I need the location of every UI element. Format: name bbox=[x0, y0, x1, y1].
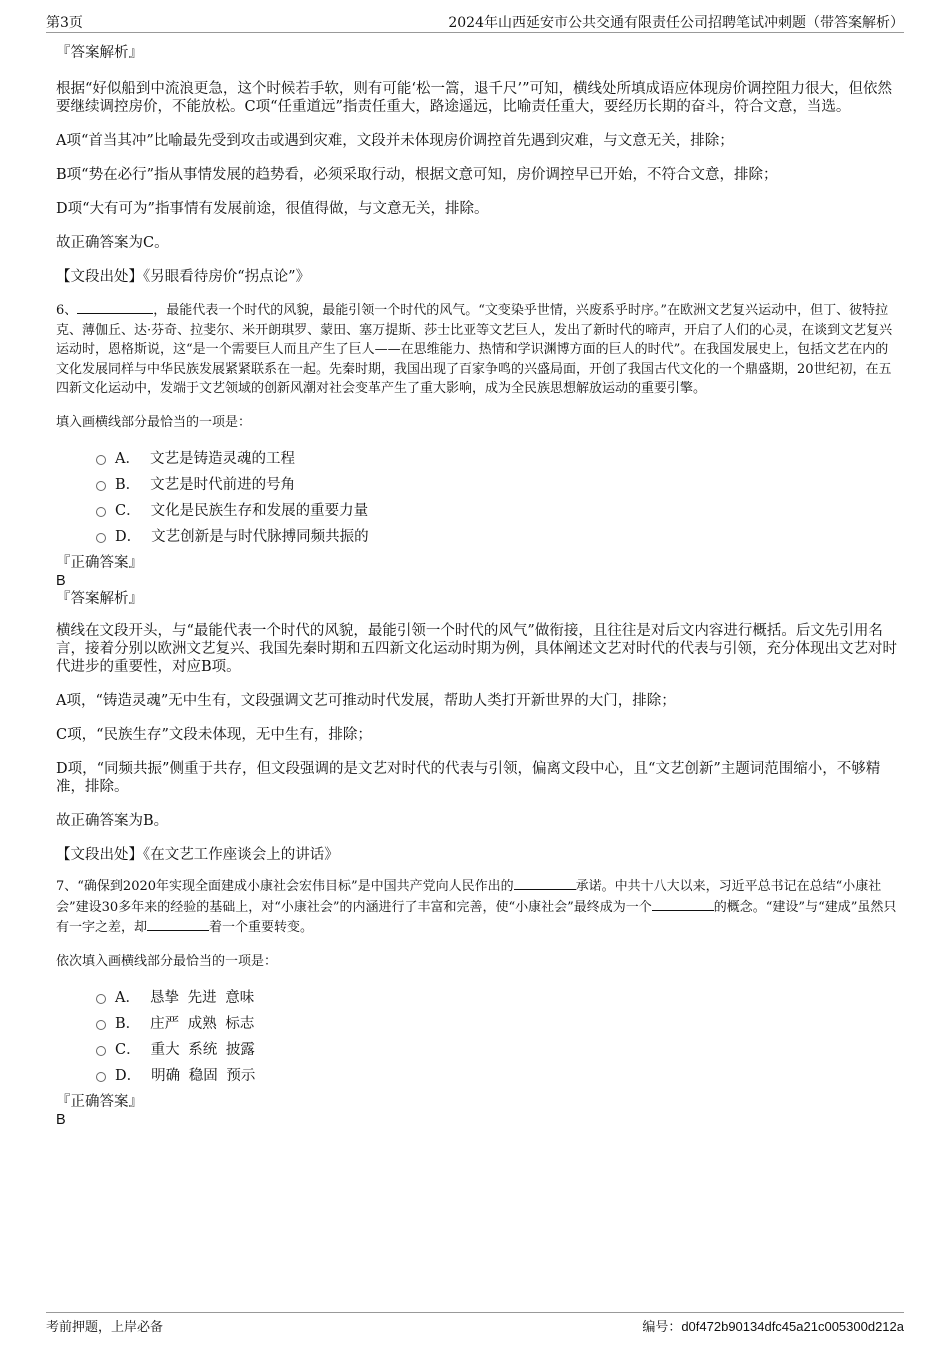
question-stem: 7、“确保到2020年实现全面建成小康社会宏伟目标”是中国共产党向人民作出的 承诺。中共十八大以来，习近平总书记在总结“小康社会”建设30多年来的经验的基础上，对“小康社会”的内涵进行了丰富和完善，使“小康社会”最终成为一个 的概念。“建设”与“建成”虽然只有一字之差，却 着一个重要转变。 bbox=[56, 876, 900, 938]
radio-icon[interactable] bbox=[96, 533, 106, 543]
option-a[interactable]: A． 文艺是铸造灵魂的工程 bbox=[96, 444, 900, 470]
analysis-heading: 『答案解析』 bbox=[56, 591, 143, 607]
question-prompt: 依次填入画横线部分最恰当的一项是： bbox=[56, 953, 278, 969]
question-prompt: 填入画横线部分最恰当的一项是： bbox=[56, 414, 252, 430]
question-text: ，最能代表一个时代的风貌，最能引领一个时代的风气。“文变染乎世情，兴废系乎时序。”在欧洲文艺复兴运动中，但丁、彼特拉克、薄伽丘、达·芬奇、拉斐尔、米开朗琪罗、蒙田、塞万提斯、莎士比亚等文艺巨人，发出了新时代的啼声，开启了人们的心灵，在谈到文艺复兴运动时，恩格斯说，这“是一个需要巨人而且产生了巨人——在思维能力、热情和学识渊博方面的巨人的时代”。在我国发展史上，包括文艺在内的文化发展同样与中华民族发展紧紧联系在一起。先秦时期，我国出现了百家争鸣的兴盛局面，开创了我国古代文化的一个鼎盛期，20世纪初，在五四新文化运动中，发端于文艺领域的创新风潮对社会变革产生了重大影响，成为全民族思想解放运动的重要引擎。 bbox=[56, 303, 893, 396]
option-c[interactable]: C． 文化是民族生存和发展的重要力量 bbox=[96, 496, 900, 522]
correct-answer: B bbox=[56, 1112, 66, 1128]
answer-blank bbox=[514, 876, 576, 890]
radio-icon[interactable] bbox=[96, 1046, 106, 1056]
answer-blank bbox=[147, 917, 209, 931]
page-content bbox=[56, 44, 900, 1129]
question-number: 6、 bbox=[56, 303, 78, 318]
option-d[interactable]: D． 文艺创新是与时代脉搏同频共振的 bbox=[96, 522, 900, 548]
analysis-option-a: A项“首当其冲”比喻最先受到攻击或遇到灾难，文段并未体现房价调控首先遇到灾难，与文意无关，排除； bbox=[56, 133, 734, 149]
analysis-option-c: C项，“民族生存”文段未体现，无中生有，排除； bbox=[56, 727, 372, 743]
option-b[interactable]: B． 文艺是时代前进的号角 bbox=[96, 470, 900, 496]
analysis-option-d: D项“大有可为”指事情有发展前途，很值得做，与文意无关，排除。 bbox=[56, 201, 489, 217]
radio-icon[interactable] bbox=[96, 994, 106, 1004]
option-c[interactable]: C． 重大 系统 披露 bbox=[96, 1035, 900, 1061]
analysis-option-b: B项“势在必行”指从事情发展的趋势看，必须采取行动，根据文意可知，房价调控早已开始，不符合文意，排除； bbox=[56, 167, 778, 183]
correct-answer-heading: 『正确答案』 bbox=[56, 555, 143, 571]
radio-icon[interactable] bbox=[96, 1072, 106, 1082]
radio-icon[interactable] bbox=[96, 455, 106, 465]
radio-icon[interactable] bbox=[96, 1020, 106, 1030]
option-d[interactable]: D． 明确 稳固 预示 bbox=[96, 1061, 900, 1087]
source-citation: 【文段出处】《另眼看待房价“拐点论”》 bbox=[56, 269, 311, 285]
option-a[interactable]: A． 恳挚 先进 意味 bbox=[96, 983, 900, 1009]
source-citation: 【文段出处】《在文艺工作座谈会上的讲话》 bbox=[56, 847, 339, 863]
radio-icon[interactable] bbox=[96, 481, 106, 491]
correct-answer-heading: 『正确答案』 bbox=[56, 1094, 143, 1110]
radio-icon[interactable] bbox=[96, 507, 106, 517]
document-code: 编号：d0f472b90134dfc45a21c005300d212a bbox=[642, 1319, 904, 1335]
analysis-paragraph: 根据“好似船到中流浪更急，这个时候若手软，则有可能‘松一篙，退千尺’”可知，横线处所填成语应体现房价调控阻力很大，但依然要继续调控房价，不能放松。C项“任重道远”指责任重大，路途遥远，比喻责任重大，要经历长期的奋斗，符合文意，当选。 bbox=[56, 81, 893, 115]
option-list bbox=[56, 444, 900, 548]
document-title: 2024年山西延安市公共交通有限责任公司招聘笔试冲刺题（带答案解析） bbox=[448, 15, 904, 31]
final-answer: 故正确答案为C。 bbox=[56, 235, 169, 251]
footer-slogan: 考前押题，上岸必备 bbox=[46, 1320, 164, 1335]
analysis-paragraph: 横线在文段开头，与“最能代表一个时代的风貌，最能引领一个时代的风气”做衔接，且往往是对后文内容进行概括。后文先引用名言，接着分别以欧洲文艺复兴、我国先秦时期和五四新文化运动时期为例，具体阐述文艺对时代的代表与引领，充分体现出文艺对时代进步的重要性，对应B项。 bbox=[56, 623, 897, 675]
final-answer: 故正确答案为B。 bbox=[56, 813, 169, 829]
answer-blank bbox=[652, 897, 714, 911]
answer-blank bbox=[77, 300, 153, 314]
analysis-option-d: D项，“同频共振”侧重于共存，但文段强调的是文艺对时代的代表与引领，偏离文段中心，且“文艺创新”主题词范围缩小，不够精准，排除。 bbox=[56, 761, 881, 795]
page-footer bbox=[46, 1312, 904, 1335]
page-header bbox=[46, 12, 904, 33]
analysis-heading: 『答案解析』 bbox=[56, 45, 143, 61]
correct-answer: B bbox=[56, 573, 66, 589]
question-stem bbox=[56, 300, 900, 399]
page-number: 第3页 bbox=[46, 15, 83, 31]
option-list bbox=[56, 983, 900, 1087]
option-b[interactable]: B． 庄严 成熟 标志 bbox=[96, 1009, 900, 1035]
analysis-option-a: A项，“铸造灵魂”无中生有，文段强调文艺可推动时代发展，帮助人类打开新世界的大门，排除； bbox=[56, 693, 676, 709]
